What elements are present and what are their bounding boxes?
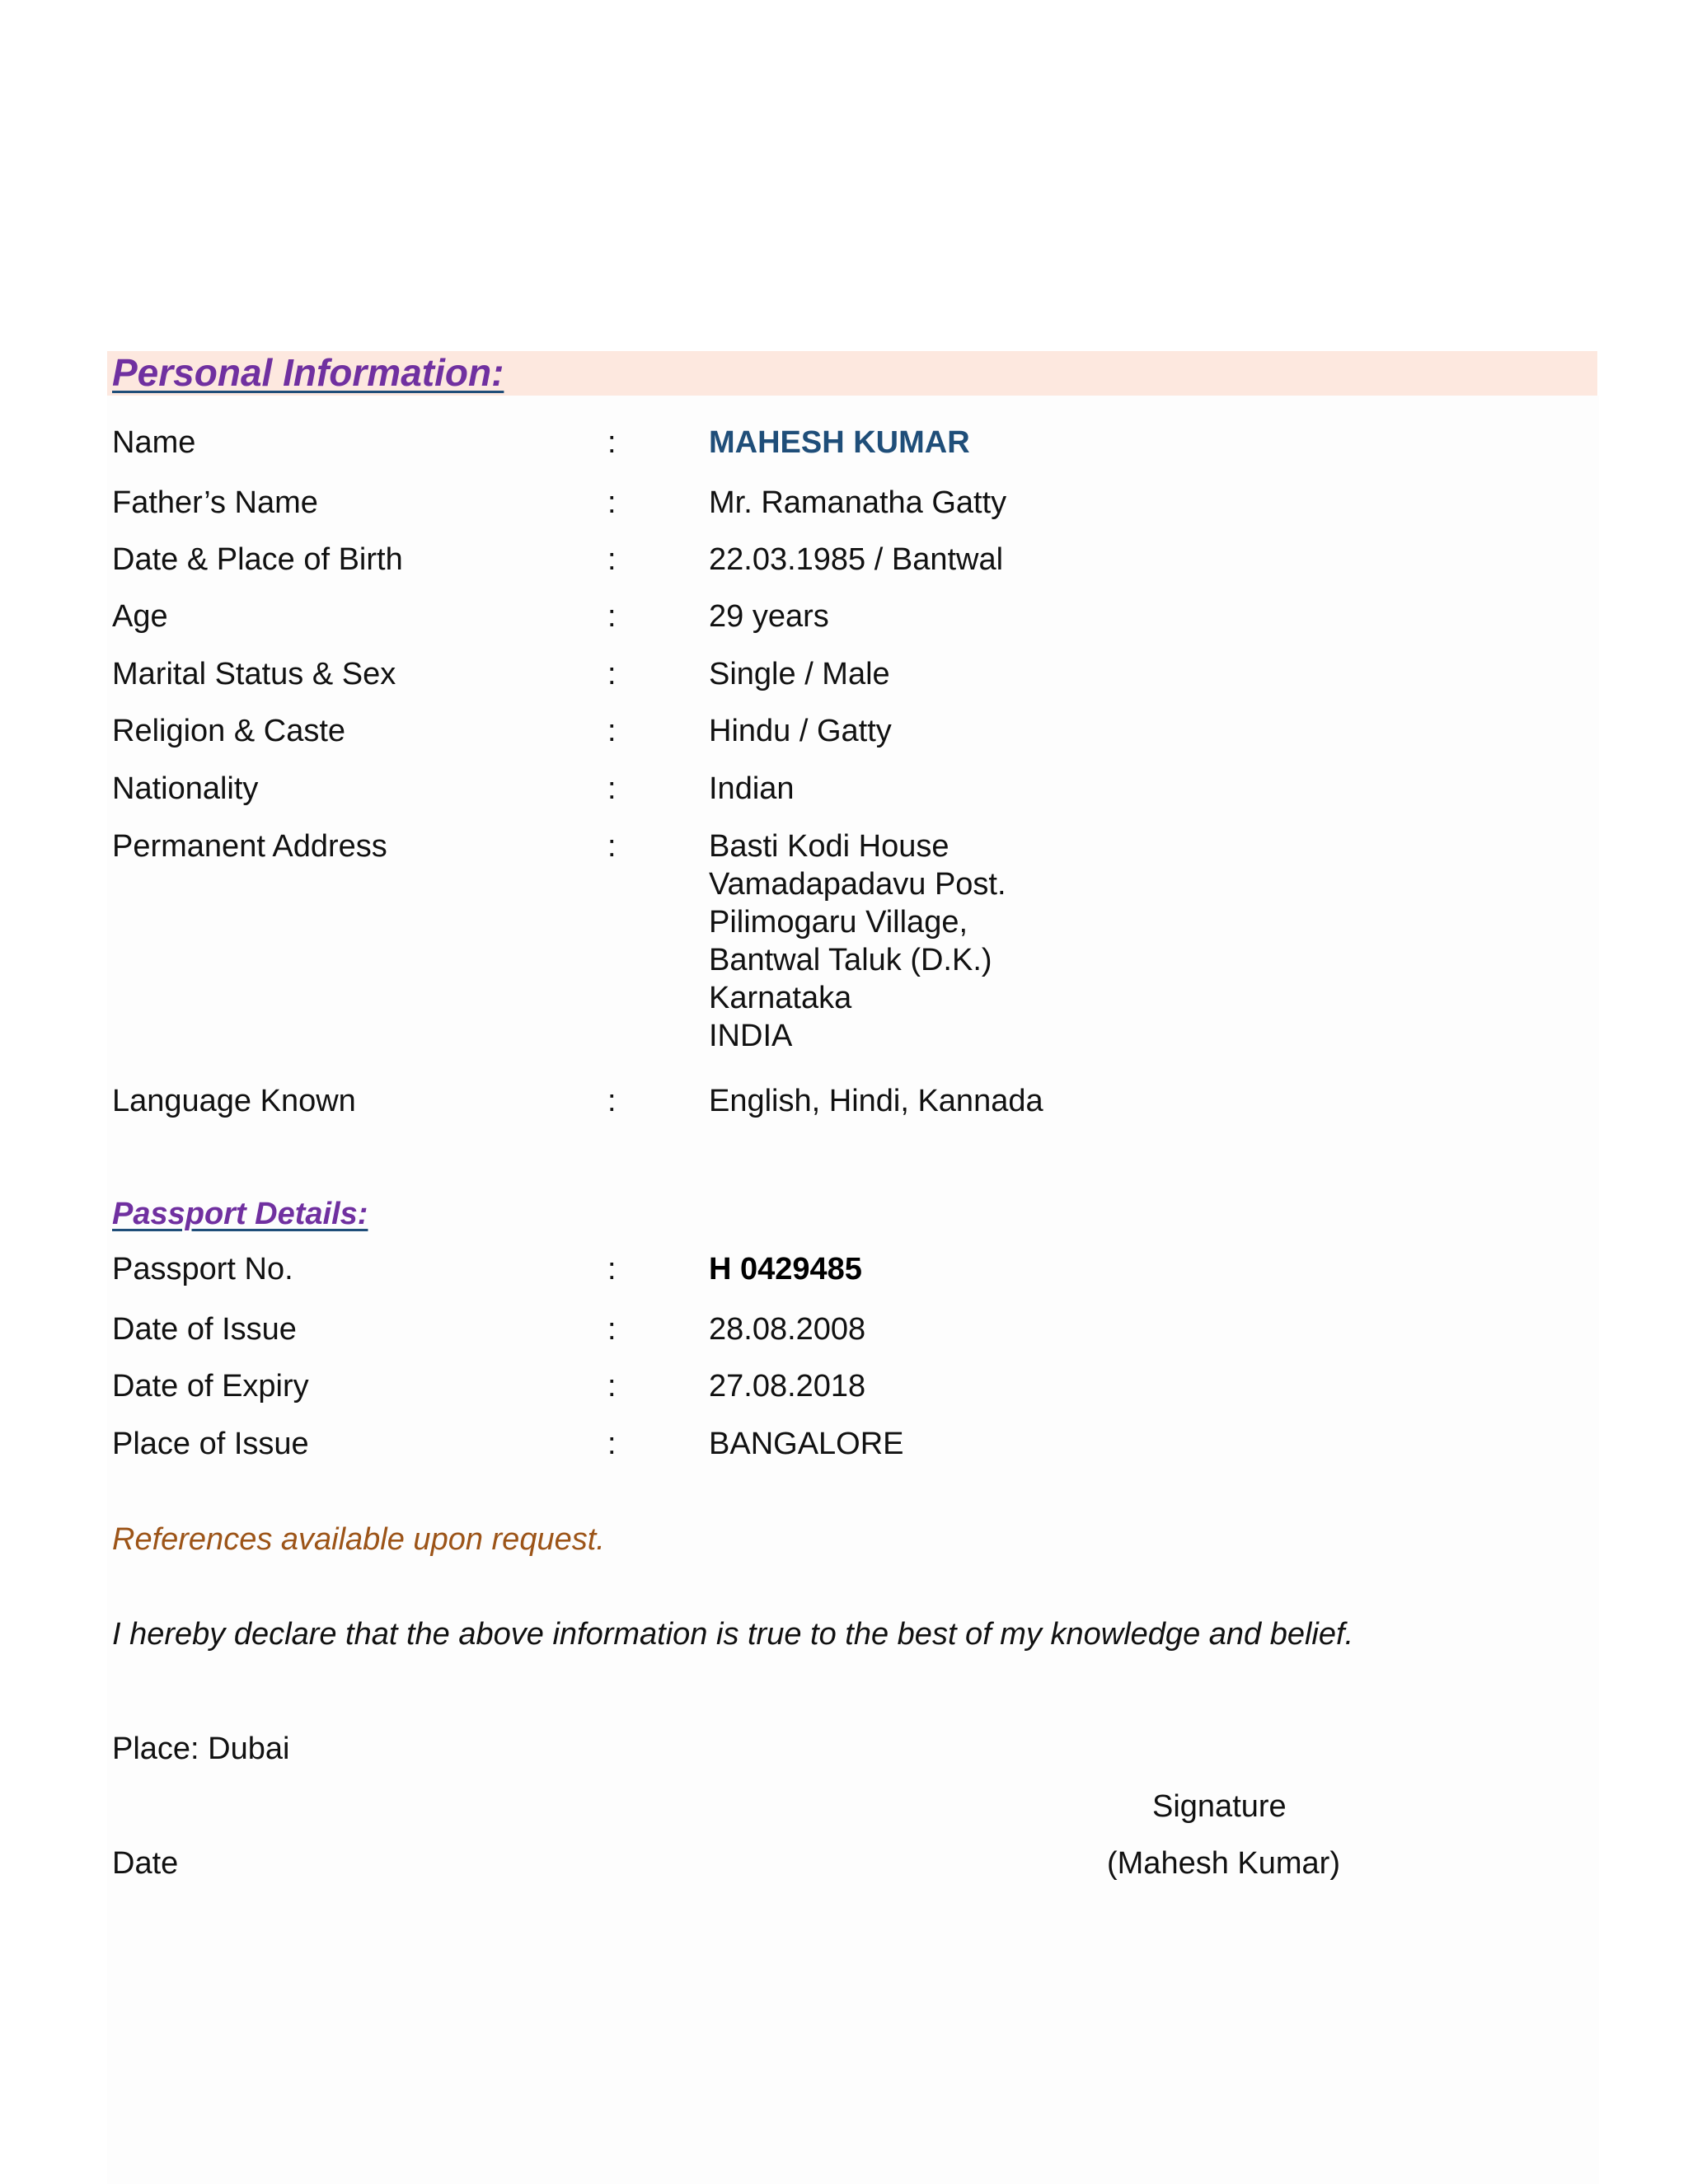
religion-value: Hindu / Gatty [709,714,892,748]
passport-details-heading: Passport Details: [112,1197,368,1231]
separator-colon: : [607,771,617,806]
expiry-date-value: 27.08.2018 [709,1369,866,1404]
info-row-marital-status [112,655,1513,696]
separator-colon: : [607,1427,617,1461]
separator-colon: : [607,1252,617,1286]
signer-name: (Mahesh Kumar) [1107,1846,1340,1881]
issue-place-label: Place of Issue [112,1427,309,1461]
passport-row-issue-date [112,1310,1513,1352]
nationality-label: Nationality [112,771,259,806]
issue-place-value: BANGALORE [709,1427,904,1461]
date-label: Date [112,1846,179,1881]
fathers-name-value: Mr. Ramanatha Gatty [709,485,1007,520]
address-line: Pilimogaru Village, [709,905,968,940]
passport-number-value: H 0429485 [709,1252,862,1286]
expiry-date-label: Date of Expiry [112,1369,309,1404]
separator-colon: : [607,657,617,691]
passport-row-issue-place [112,1425,1513,1466]
age-label: Age [112,599,168,634]
address-label: Permanent Address [112,829,387,864]
signature-label: Signature [1152,1789,1287,1824]
info-row-address [112,827,1513,1066]
separator-colon: : [607,1312,617,1347]
references-note: References available upon request. [112,1522,605,1557]
separator-colon: : [607,485,617,520]
name-value: MAHESH KUMAR [709,425,970,460]
marital-status-value: Single / Male [709,657,890,691]
address-line: Vamadapadavu Post. [709,867,1006,902]
separator-colon: : [607,1084,617,1118]
separator-colon: : [607,1369,617,1404]
address-line: Bantwal Taluk (D.K.) [709,943,992,977]
address-value [709,827,1006,1055]
age-value: 29 years [709,599,829,634]
issue-date-value: 28.08.2008 [709,1312,866,1347]
name-label: Name [112,425,196,460]
info-row-birth [112,541,1513,582]
separator-colon: : [607,542,617,577]
passport-row-number [112,1250,1513,1291]
religion-label: Religion & Caste [112,714,346,748]
address-line: Karnataka [709,981,852,1015]
address-line: INDIA [709,1019,793,1053]
separator-colon: : [607,829,617,864]
personal-info-heading: Personal Information: [112,351,504,394]
language-value: English, Hindi, Kannada [709,1084,1043,1118]
passport-row-expiry-date [112,1367,1513,1408]
marital-status-label: Marital Status & Sex [112,657,396,691]
info-row-age [112,598,1513,639]
issue-date-label: Date of Issue [112,1312,297,1347]
birth-label: Date & Place of Birth [112,542,403,577]
nationality-value: Indian [709,771,795,806]
declaration-statement: I hereby declare that the above information is true to the best of my knowledge and belief. [112,1617,1354,1652]
info-row-language [112,1082,1513,1123]
place-line: Place: Dubai [112,1732,290,1766]
separator-colon: : [607,425,617,460]
info-row-nationality [112,770,1513,811]
separator-colon: : [607,714,617,748]
birth-value: 22.03.1985 / Bantwal [709,542,1004,577]
separator-colon: : [607,599,617,634]
passport-number-label: Passport No. [112,1252,293,1286]
address-line: Basti Kodi House [709,829,950,864]
language-label: Language Known [112,1084,356,1118]
info-row-name [112,424,1513,465]
info-row-fathers-name [112,484,1513,525]
info-row-religion [112,712,1513,753]
fathers-name-label: Father’s Name [112,485,318,520]
